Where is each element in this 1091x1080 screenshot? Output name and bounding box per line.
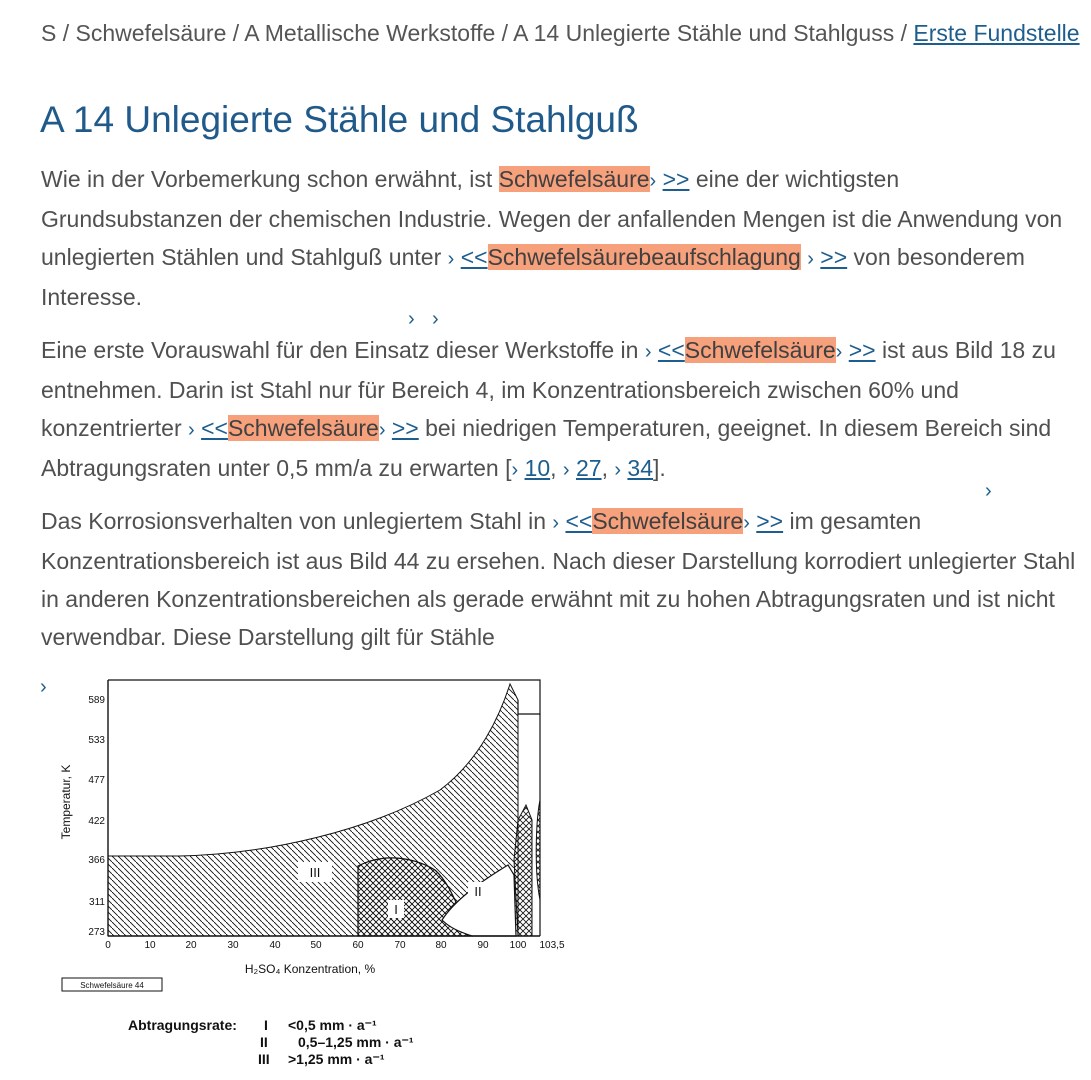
paragraph-3: Das Korrosionsverhalten von unlegiertem Stahl in › <<Schwefelsäure› >> im gesamten Konzentrationsbereich ist aus Bild 44 zu ersehen. Nach dieser Darstellung korrodiert unlegierter Stahl in anderen Konzentrationsbereichen als gerade erwähnt mit zu hohen Abtragungsraten und ist nicht verwendbar. Diese Darstellung gilt für Stähle — [41, 508, 1076, 650]
y-axis-label: Temperatur, K — [59, 764, 73, 840]
x-tick-label: 70 — [394, 940, 406, 951]
breadcrumb-item[interactable]: Schwefelsäure — [75, 20, 227, 46]
y-tick-label: 477 — [88, 775, 105, 786]
highlight-term: Schwefelsäure — [592, 508, 744, 534]
breadcrumb: S / Schwefelsäure / A Metallische Werkstoffe / A 14 Unlegierte Stähle und Stahlguss / Erste Fundstelle — [41, 20, 1080, 46]
legend-value: >1,25 mm · a⁻¹ — [288, 1051, 385, 1067]
y-tick-label: 311 — [89, 897, 105, 908]
chevron-right-icon[interactable]: › — [985, 480, 992, 502]
x-tick-label: 50 — [310, 940, 322, 951]
chevron-right-icon[interactable]: › — [432, 308, 439, 330]
chevron-right-icon[interactable]: › — [188, 419, 195, 441]
chevron-right-icon[interactable]: › — [614, 459, 622, 481]
paragraph-2: Eine erste Vorauswahl für den Einsatz dieser Werkstoffe in › <<Schwefelsäure› >> ist aus Bild 18 zu entnehmen. Darin ist Stahl nur für Bereich 4, im Konzentrationsbereich zwischen 60% und konzentrierter › <<Schwefelsäure› >> bei niedrigen Temperaturen, geeignet. In diesem Bereich sind Abtragungsraten unter 0,5 mm/a zu erwarten [› 10, › 27, › 34]. — [41, 337, 1056, 481]
figure-tag: Schwefelsäure 44 — [80, 981, 144, 990]
reference-link[interactable]: 34 — [627, 455, 653, 481]
forward-link[interactable]: >> — [662, 166, 690, 192]
back-link[interactable]: << — [657, 337, 685, 363]
legend-value: 0,5–1,25 mm · a⁻¹ — [298, 1034, 414, 1050]
chevron-right-icon[interactable]: › — [835, 341, 843, 363]
chevron-right-icon[interactable]: › — [511, 459, 519, 481]
legend-title: Abtragungsrate: — [128, 1017, 237, 1033]
figure-bild-44 — [40, 670, 580, 1080]
highlight-term: Schwefelsäure — [498, 166, 650, 192]
page-title: A 14 Unlegierte Stähle und Stahlguß — [40, 99, 639, 140]
legend-id: III — [258, 1051, 270, 1067]
legend-value: <0,5 mm · a⁻¹ — [288, 1017, 377, 1033]
y-tick-label: 273 — [88, 927, 105, 938]
back-link[interactable]: << — [565, 508, 593, 534]
breadcrumb-current-link[interactable]: Erste Fundstelle — [913, 20, 1080, 46]
x-tick-label: 20 — [185, 940, 197, 951]
x-axis-label: H₂SO₄ Konzentration, % — [244, 962, 376, 976]
region-label: III — [309, 865, 321, 880]
x-tick-label: 0 — [105, 940, 111, 951]
legend-id: II — [260, 1034, 268, 1050]
forward-link[interactable]: >> — [820, 244, 848, 270]
legend-id: I — [264, 1017, 268, 1033]
y-tick-label: 589 — [88, 695, 105, 706]
breadcrumb-item[interactable]: A 14 Unlegierte Stähle und Stahlguss — [513, 20, 895, 46]
forward-link[interactable]: >> — [391, 415, 419, 441]
region-iii-area — [108, 684, 518, 936]
region-label: II — [474, 884, 482, 899]
x-tick-label: 80 — [435, 940, 447, 951]
y-tick-label: 366 — [88, 855, 105, 866]
chevron-right-icon[interactable]: › — [552, 512, 560, 534]
y-tick-label: 533 — [88, 735, 105, 746]
highlight-term: Schwefelsäure — [227, 415, 379, 441]
paragraph-1: Wie in der Vorbemerkung schon erwähnt, ist Schwefelsäure› >> eine der wichtigsten Grundsubstanzen der chemischen Industrie. Wegen der anfallenden Mengen ist die Anwendung von unlegierten Stählen und Stahlguß unter › <<Schwefelsäurebeaufschlagung › >> von besonderem Interesse. — [41, 166, 1063, 310]
chevron-right-icon[interactable]: › — [408, 308, 415, 330]
chevron-right-icon[interactable]: › — [807, 248, 814, 270]
breadcrumb-item[interactable]: A Metallische Werkstoffe — [244, 20, 496, 46]
x-tick-label: 60 — [352, 940, 364, 951]
forward-link[interactable]: >> — [848, 337, 876, 363]
chevron-right-icon[interactable]: › — [743, 512, 750, 534]
chevron-right-icon[interactable]: › — [40, 676, 47, 698]
x-tick-label: 40 — [269, 940, 281, 951]
x-tick-label: 100 — [509, 940, 527, 951]
reference-link[interactable]: 27 — [575, 455, 602, 481]
breadcrumb-item[interactable]: S — [41, 20, 57, 46]
chevron-right-icon[interactable]: › — [447, 248, 455, 270]
reference-link[interactable]: 10 — [524, 455, 551, 481]
chevron-right-icon[interactable]: › — [644, 341, 652, 363]
y-tick-label: 422 — [88, 816, 105, 827]
x-tick-label: 10 — [144, 940, 156, 951]
corrosion-diagram — [40, 670, 580, 1075]
highlight-term: Schwefelsäure — [684, 337, 836, 363]
highlight-term: Schwefelsäurebeaufschlagung — [487, 244, 801, 270]
region-label: I — [394, 902, 398, 917]
back-link[interactable]: << — [201, 415, 228, 441]
chevron-right-icon[interactable]: › — [649, 170, 657, 192]
x-tick-label: 30 — [227, 940, 239, 951]
x-tick-label: 90 — [477, 940, 489, 951]
chevron-right-icon[interactable]: › — [562, 459, 570, 481]
back-link[interactable]: << — [460, 244, 488, 270]
x-tick-label: 103,5 — [539, 940, 565, 951]
chevron-right-icon[interactable]: › — [378, 419, 386, 441]
forward-link[interactable]: >> — [756, 508, 784, 534]
